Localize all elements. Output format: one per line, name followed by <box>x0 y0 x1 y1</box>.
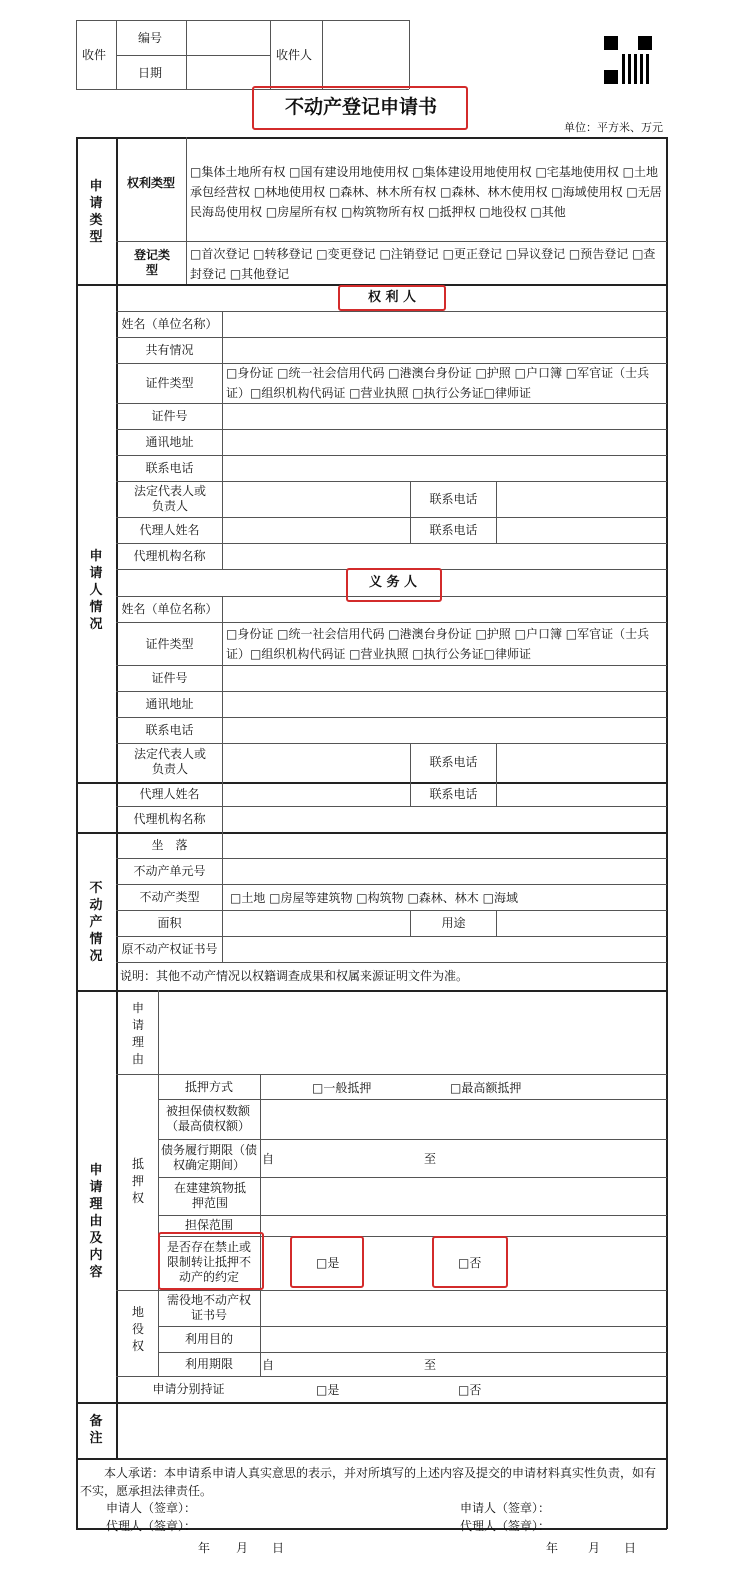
obligee-id-options[interactable]: □身份证 □统一社会信用代码 □港澳台身份证 □护照 □户口簿 □军官证（士兵证）□组织机构代码证 □营业执照 □执行公务证□律师证 <box>226 366 650 400</box>
pledge-text: 本人承诺：本申请系申请人真实意思的表示，并对所填写的上述内容及提交的申请材料真实性负责，如有不实，愿承担法律责任。 <box>80 1466 657 1498</box>
reason-label: 申请理由 <box>131 1001 144 1066</box>
obligor-idno-label: 证件号 <box>151 671 188 685</box>
easement-label: 地役权 <box>131 1305 144 1353</box>
obligee-coown-label: 共有情况 <box>145 343 194 357</box>
section-app-type: 申请类型 <box>89 179 103 245</box>
date-day-left: 日 <box>272 1541 285 1555</box>
applicant-sign-right: 申请人（签章）： <box>460 1501 551 1515</box>
right-type-options[interactable]: □集体土地所有权 □国有建设用地使用权 □集体建设用地使用权 □宅基地使用权 □土地承包经营权 □林地使用权 □森林、林木所有权 □森林、林木使用权 □海域使用权 □无居民海岛使用权 □房屋所有权 □构筑物所有权 □抵押权 □地役权 □其他 <box>190 165 662 219</box>
obligee-legalrep-phone-label: 联系电话 <box>429 492 478 506</box>
obligor-title: 义 务 人 <box>368 575 418 590</box>
property-type-label: 不动产类型 <box>139 890 200 904</box>
obligee-address-label: 通讯地址 <box>145 435 194 449</box>
agent-sign-left: 代理人（签章）： <box>106 1519 197 1533</box>
obligee-highlight <box>338 285 446 311</box>
obligee-idno-label: 证件号 <box>151 409 188 423</box>
date-month-right: 月 <box>588 1541 601 1555</box>
date-month-left: 月 <box>236 1541 249 1555</box>
restrict-yes-highlight <box>290 1236 364 1288</box>
easement-purpose-label: 利用目的 <box>184 1332 233 1346</box>
obligor-phone-label: 联系电话 <box>145 723 194 737</box>
date-day-right: 日 <box>624 1541 637 1555</box>
obligee-idtype-label: 证件类型 <box>145 376 194 390</box>
obligee-name-label: 姓名（单位名称） <box>121 317 218 331</box>
receipt-date-label: 日期 <box>138 66 163 80</box>
unit-note: 单位：平方米、万元 <box>564 121 663 134</box>
restrict-no-highlight <box>432 1236 508 1288</box>
guarantee-scope-label: 担保范围 <box>184 1218 233 1232</box>
split-cert-label: 申请分别持证 <box>152 1382 225 1396</box>
debt-period-from: 自 <box>262 1152 275 1166</box>
receipt-no-label: 编号 <box>138 31 163 45</box>
obligee-title: 权 利 人 <box>367 290 417 305</box>
obligee-legalrep-label: 法定代表人或负责人 <box>133 484 206 513</box>
section-reason: 申请理由及内容 <box>89 1163 103 1280</box>
obligee-agent-label: 代理人姓名 <box>139 523 200 537</box>
page-title: 不动产登记申请书 <box>284 96 437 118</box>
obligee-agent-phone-label: 联系电话 <box>429 523 478 537</box>
obligor-id-options[interactable]: □身份证 □统一社会信用代码 □港澳台身份证 □护照 □户口簿 □军官证（士兵证）□组织机构代码证 □营业执照 □执行公务证□律师证 <box>226 627 650 661</box>
remark-label: 备注 <box>89 1414 103 1446</box>
applicant-sign-left: 申请人（签章）： <box>106 1501 197 1515</box>
property-origcert-label: 原不动产权证书号 <box>121 942 218 956</box>
split-cert-yes[interactable]: □是 <box>316 1383 340 1397</box>
mortgage-max-option[interactable]: □最高额抵押 <box>450 1081 522 1095</box>
property-unitno-label: 不动产单元号 <box>133 864 206 878</box>
obligor-legalrep-label: 法定代表人或负责人 <box>133 747 206 776</box>
property-area-label: 面积 <box>157 916 182 930</box>
obligor-agent-phone-label: 联系电话 <box>429 787 478 801</box>
mortgage-label: 抵押权 <box>131 1157 144 1205</box>
restrict-highlight <box>158 1232 264 1290</box>
frame-top <box>76 137 667 139</box>
obligor-address-label: 通讯地址 <box>145 697 194 711</box>
property-note: 说明：其他不动产情况以权籍调查成果和权属来源证明文件为准。 <box>120 969 469 983</box>
property-usage-label: 用途 <box>441 916 466 930</box>
date-year-left: 年 <box>198 1541 211 1555</box>
agent-sign-right: 代理人（签章）： <box>460 1519 551 1533</box>
reg-type-label: 登记类型 <box>134 248 171 277</box>
obligee-phone-label: 联系电话 <box>145 461 194 475</box>
receiver-label: 收件人 <box>276 48 313 62</box>
mortgage-method-label: 抵押方式 <box>184 1080 233 1094</box>
restrict-no-option[interactable]: □否 <box>458 1256 482 1270</box>
property-location-label: 坐 落 <box>151 838 188 852</box>
section-applicant: 申请人情况 <box>89 549 103 632</box>
obligor-idtype-label: 证件类型 <box>145 637 194 651</box>
easement-period-from: 自 <box>262 1358 275 1372</box>
reg-type-options[interactable]: □首次登记 □转移登记 □变更登记 □注销登记 □更正登记 □异议登记 □预告登记 □查封登记 □其他登记 <box>190 247 656 281</box>
obligor-name-label: 姓名（单位名称） <box>121 602 218 616</box>
obligee-agency-label: 代理机构名称 <box>133 549 206 563</box>
debt-amount-label: 被担保债权数额（最高债权额） <box>165 1104 250 1133</box>
obligor-agency-label: 代理机构名称 <box>133 812 206 826</box>
right-type-label: 权利类型 <box>126 176 175 190</box>
building-scope-label: 在建建筑物抵押范围 <box>173 1181 246 1210</box>
mortgage-general-option[interactable]: □一般抵押 <box>312 1081 372 1095</box>
section-property: 不动产情况 <box>89 881 103 964</box>
restrict-yes-option[interactable]: □是 <box>316 1256 340 1270</box>
debt-period-to: 至 <box>424 1152 437 1166</box>
receipt-label: 收件 <box>82 48 107 62</box>
obligor-legalrep-phone-label: 联系电话 <box>429 755 478 769</box>
restrict-transfer-label: 是否存在禁止或限制转让抵押不动产的约定 <box>166 1240 251 1284</box>
easement-period-to: 至 <box>424 1358 437 1372</box>
obligor-agent-label: 代理人姓名 <box>139 787 200 801</box>
obligor-highlight <box>346 568 442 602</box>
title-highlight <box>252 86 468 130</box>
property-type-options[interactable]: □土地 □房屋等建筑物 □构筑物 □森林、林木 □海域 <box>230 891 518 905</box>
qr-code[interactable] <box>604 36 652 84</box>
easement-cert-label: 需役地不动产权证书号 <box>166 1293 251 1322</box>
debt-period-label: 债务履行期限（债权确定期间） <box>160 1143 257 1172</box>
split-cert-no[interactable]: □否 <box>458 1383 482 1397</box>
easement-period-label: 利用期限 <box>184 1357 233 1371</box>
date-year-right: 年 <box>546 1541 559 1555</box>
